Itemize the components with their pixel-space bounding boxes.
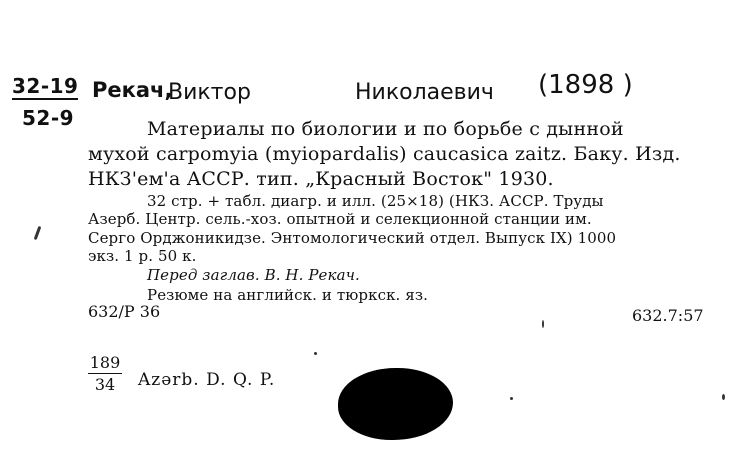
ink-speck [314,352,317,355]
shelfmark-lower: 52-9 [22,106,75,130]
summary-note: Резюме на английск. и тюркск. яз. [147,286,428,304]
inventory-source: Azərb. D. Q. P. [138,370,276,390]
author-surname: Рекач, [92,78,173,102]
description-line: Серго Орджоникидзе. Энтомологический отдел. Выпуск IX) 1000 [88,229,617,247]
author-patronymic: Николаевич [355,80,494,105]
ink-blot [338,368,453,440]
description-line: 32 стр. + табл. диагр. и илл. (25×18) (НКЗ. АССР. Труды [147,192,604,210]
ink-speck [542,320,544,328]
description-line: экз. 1 р. 50 к. [88,247,197,265]
title-line: мухой carpomyia (myiopardalis) caucasica zaitz. Баку. Изд. [88,143,681,165]
inventory-denominator: 34 [94,375,116,394]
ink-speck [34,226,42,240]
shelfmark-upper: 32-19 [12,74,79,98]
author-first-name: Виктор [168,80,251,105]
inventory-fraction [88,353,122,394]
description-line: Азерб. Центр. сель.-хоз. опытной и селекционной станции им. [88,210,592,228]
title-line: Материалы по биологии и по борьбе с дынной [147,118,624,140]
title-line: НКЗ'ем'а АССР. тип. „Красный Восток" 1930. [88,168,554,190]
ink-speck [510,397,513,400]
classification-right: 632.7:57 [632,306,704,325]
inventory-numerator: 189 [89,353,121,372]
classification-left: 632/Р 36 [88,302,161,321]
editor-note: Перед заглав. В. Н. Рекач. [147,266,360,284]
author-years: (1898 ) [538,70,633,100]
ink-speck [722,394,725,400]
